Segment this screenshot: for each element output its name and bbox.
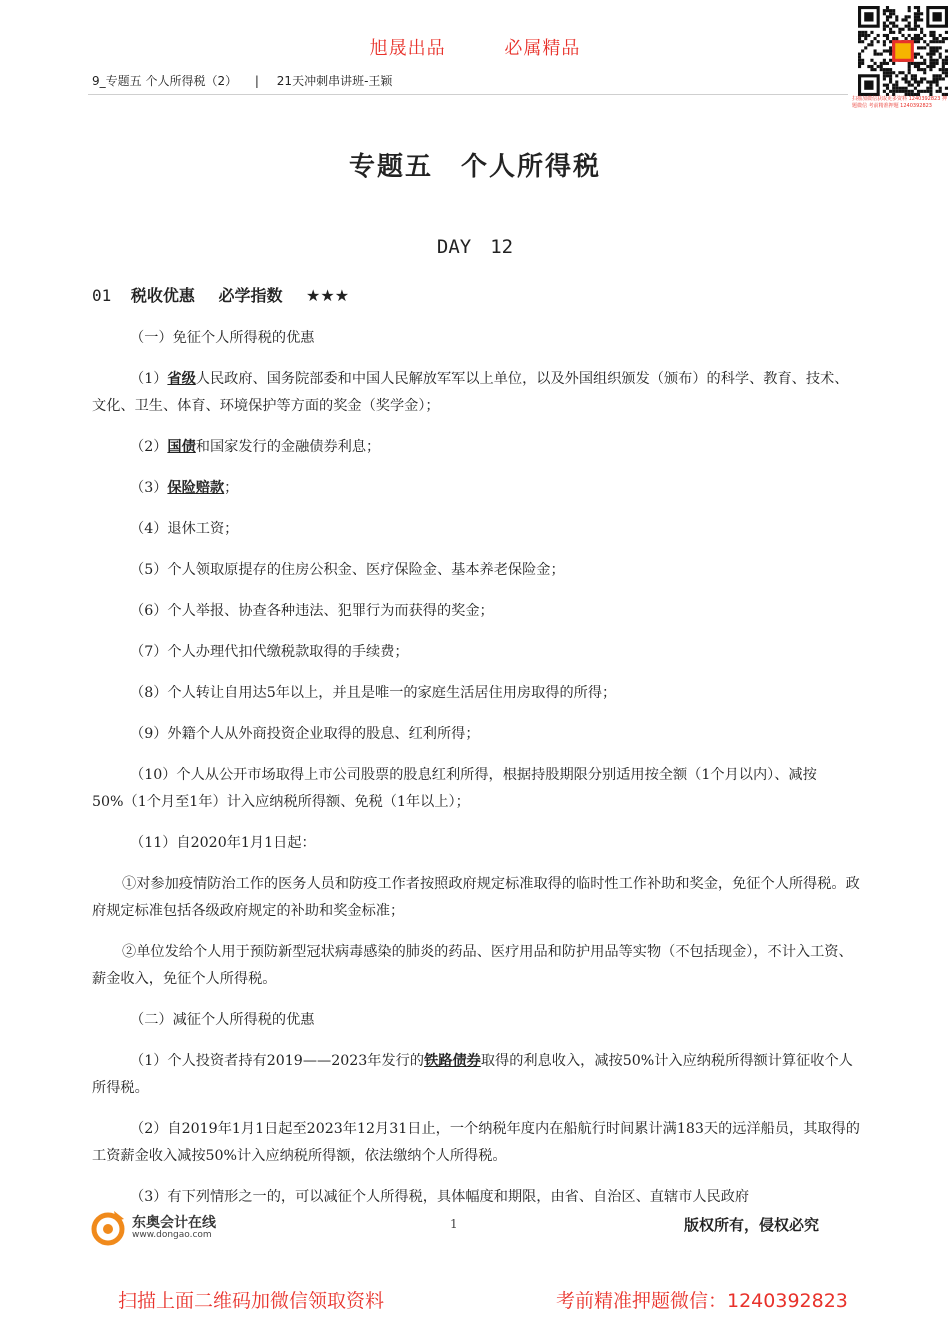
section-name: 税收优惠	[130, 286, 195, 305]
paragraph-text: ②单位发给个人用于预防新型冠状病毒感染的肺炎的药品、医疗用品和防护用品等实物（不包括现金），不计入工资、薪金收入，免征个人所得税。	[92, 944, 853, 987]
paragraph-text: 和国家发行的金融债券利息；	[195, 439, 381, 455]
header-course: 21天冲刺串讲班-王颖	[276, 74, 393, 88]
qr-caption: 扫描加微信获取更多资料 1240392823 押题微信 考前精准押题 1240392823	[852, 96, 947, 109]
paragraph-text: （2）自2019年1月1日起至2023年12月31日止，一个纳税年度内在船航行时间累计满183天的远洋船员，其取得的工资薪金收入减按50%计入应纳税所得额，依法缴纳个人所得税。	[92, 1121, 860, 1164]
paragraph-text: （2）	[130, 439, 168, 455]
paragraph-p9	[92, 721, 862, 748]
paragraph-text: ；	[224, 480, 239, 496]
paragraph-p11	[92, 830, 862, 857]
day-heading: DAY 12	[436, 236, 514, 258]
logo-name: 东奥会计在线	[132, 1215, 216, 1231]
bottom-promo-left: 扫描上面二维码加微信领取资料	[118, 1290, 385, 1312]
paragraph-text: （10）个人从公开市场取得上市公司股票的股息红利所得，根据持股期限分别适用按全额（1个月以内）、减按50%（1个月至1年）计入应纳税所得额、免税（1年以上）；	[92, 767, 817, 810]
paragraph-text: （3）	[130, 480, 168, 496]
paragraph-text: （4）退休工资；	[130, 521, 239, 537]
dongao-logo-icon	[90, 1207, 130, 1247]
paragraph-text: ①对参加疫情防治工作的医务人员和防疫工作者按照政府规定标准取得的临时性工作补助和奖金，免征个人所得税。政府规定标准包括各级政府规定的补助和奖金标准；	[92, 876, 860, 919]
paragraph-p4	[92, 516, 862, 543]
emphasis-term: 铁路债券	[424, 1053, 481, 1069]
paragraph-text: （3）有下列情形之一的，可以减征个人所得税，具体幅度和期限，由省、自治区、直辖市人民政府	[130, 1189, 750, 1205]
paragraph-text: （1）	[130, 371, 168, 387]
paragraph-p13	[92, 939, 862, 993]
document-body	[92, 325, 862, 1225]
paragraph-p17	[92, 1184, 862, 1211]
banner-right-text: 必属精品	[504, 38, 581, 59]
section-stars: ★★★	[306, 286, 350, 305]
paragraph-text: （一）免征个人所得税的优惠	[130, 330, 315, 346]
banner-left-text: 旭晟出品	[369, 38, 446, 59]
paragraph-p12	[92, 871, 862, 925]
top-banner	[0, 34, 950, 60]
paragraph-text: （二）减征个人所得税的优惠	[130, 1012, 315, 1028]
section-index-label: 必学指数	[218, 286, 283, 305]
paragraph-text: （9）外籍个人从外商投资企业取得的股息、红利所得；	[130, 726, 480, 742]
paragraph-p6	[92, 598, 862, 625]
paragraph-text: （5）个人领取原提存的住房公积金、医疗保险金、基本养老保险金；	[130, 562, 565, 578]
header-chapter: 9_专题五 个人所得税（2）	[92, 74, 238, 88]
page-number: 1	[450, 1217, 458, 1231]
qr-code-icon	[858, 6, 948, 96]
paragraph-text: 人民政府、国务院部委和中国人民解放军军以上单位，以及外国组织颁发（颁布）的科学、教育、技术、文化、卫生、体育、环境保护等方面的奖金（奖学金）；	[92, 371, 849, 414]
paragraph-text: （6）个人举报、协查各种违法、犯罪行为而获得的奖金；	[130, 603, 494, 619]
header-separator: |	[254, 74, 259, 88]
paragraph-text: 取得的利息收入，减按50%计入应纳税所得额计算征收个人所得税。	[92, 1053, 853, 1096]
copyright-notice: 版权所有，侵权必究	[684, 1216, 820, 1234]
section-number: 01	[92, 286, 112, 305]
paragraph-p3	[92, 475, 862, 502]
bottom-promo-right: 考前精准押题微信：1240392823	[556, 1290, 848, 1312]
emphasis-term: 国债	[167, 439, 196, 455]
paragraph-p15	[92, 1048, 862, 1102]
page-header	[92, 72, 392, 89]
paragraph-p5	[92, 557, 862, 584]
paragraph-text: （7）个人办理代扣代缴税款取得的手续费；	[130, 644, 409, 660]
paragraph-text: （1）个人投资者持有2019——2023年发行的	[130, 1053, 425, 1069]
paragraph-p7	[92, 639, 862, 666]
emphasis-term: 省级	[167, 371, 196, 387]
paragraph-p1	[92, 366, 862, 420]
paragraph-p0	[92, 325, 862, 352]
paragraph-text: （11）自2020年1月1日起：	[130, 835, 316, 851]
paragraph-p10	[92, 762, 862, 816]
paragraph-p16	[92, 1116, 862, 1170]
page-title: 专题五 个人所得税	[348, 152, 601, 182]
header-divider	[88, 94, 848, 95]
paragraph-p14	[92, 1007, 862, 1034]
logo-url: www.dongao.com	[132, 1230, 212, 1240]
emphasis-term: 保险赔款	[167, 480, 225, 496]
paragraph-p8	[92, 680, 862, 707]
paragraph-p2	[92, 434, 862, 461]
section-heading	[92, 283, 349, 306]
paragraph-text: （8）个人转让自用达5年以上，并且是唯一的家庭生活居住用房取得的所得；	[130, 685, 617, 701]
